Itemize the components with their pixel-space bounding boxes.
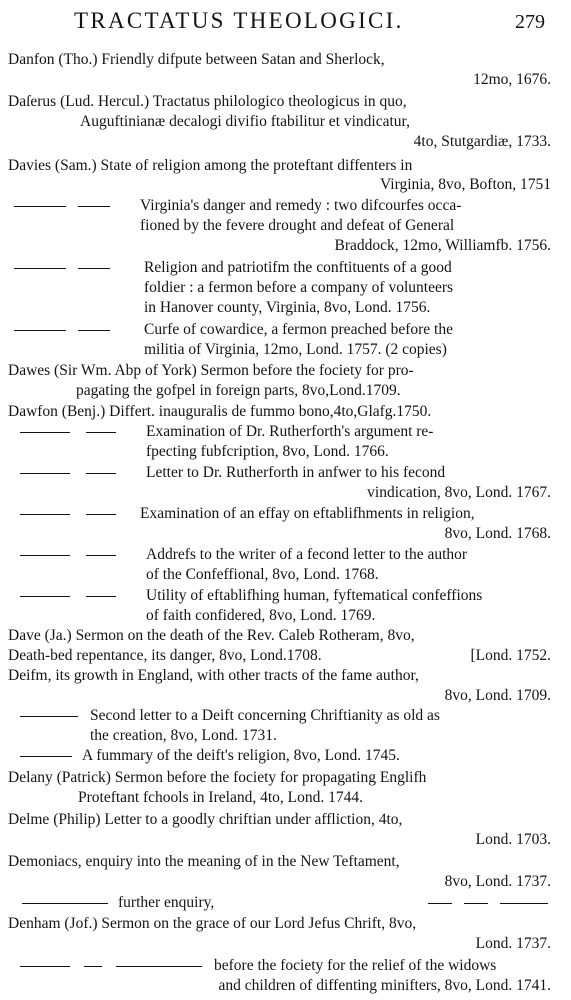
entry-line: further enquiry, — [118, 894, 215, 911]
entry-line: Demoniacs, enquiry into the meaning of in the New Teftament, — [8, 853, 400, 870]
entry-line: militia of Virginia, 12mo, Lond. 1757. (2 copies) — [144, 341, 447, 358]
ditto-dash — [14, 206, 66, 207]
ditto-dash — [20, 716, 78, 717]
ditto-dash — [20, 596, 70, 597]
ditto-dash — [22, 903, 108, 904]
entry-line: Braddock, 12mo, Williamfb. 1756. — [334, 237, 551, 254]
entry-line: of faith confidered, 8vo, Lond. 1769. — [146, 607, 376, 624]
entry-line: Denham (Jof.) Sermon on the grace of our Lord Jefus Chrift, 8vo, — [8, 915, 417, 932]
entry-line: foldier : a fermon before a company of volunteers — [144, 279, 454, 296]
entry-line: [Lond. 1752. — [470, 647, 551, 664]
ditto-dash — [84, 966, 102, 967]
ditto-dash — [116, 966, 202, 967]
entry-line: Auguftinianæ decalogi divifio ftabilitur et vindicatur, — [80, 113, 410, 130]
entry-line: 8vo, Lond. 1768. — [444, 525, 551, 542]
entry-line: A fummary of the deift's religion, 8vo, Lond. 1745. — [82, 747, 400, 764]
entry-line: Lond. 1737. — [475, 935, 551, 952]
entry-line: Delme (Philip) Letter to a goodly chriftian under affliction, 4to, — [8, 811, 403, 828]
entry-line: pagating the gofpel in foreign parts, 8vo,Lond.1709. — [76, 382, 401, 399]
ditto-dash — [20, 514, 70, 515]
entry-line: Examination of an effay on eftablifhments in religion, — [140, 505, 475, 522]
entry-line: 12mo, 1676. — [473, 71, 551, 88]
ditto-dash — [86, 473, 116, 474]
entry-line: the creation, 8vo, Lond. 1731. — [90, 727, 277, 744]
entry-line: Dawfon (Benj.) Differt. inauguralis de fummo bono,4to,Glafg.1750. — [8, 403, 432, 420]
entry-line: Religion and patriotifm the conftituents of a good — [144, 259, 452, 276]
entry-line: vindication, 8vo, Lond. 1767. — [367, 484, 551, 501]
page-number: 279 — [515, 11, 545, 33]
entry-line: and children of diffenting minifters, 8vo, Lond. 1741. — [218, 977, 551, 994]
entry-line: Dave (Ja.) Sermon on the death of the Rev. Caleb Rotheram, 8vo, — [8, 627, 415, 644]
ditto-dash — [20, 473, 70, 474]
entry-line: Virginia's danger and remedy : two difcourfes occa- — [140, 197, 462, 214]
entry-line: Second letter to a Deift concerning Chriftianity as old as — [90, 707, 440, 724]
entry-line: Delany (Patrick) Sermon before the fociety for propagating Englifh — [8, 769, 427, 786]
entry-line: Deifm, its growth in England, with other tracts of the fame author, — [8, 667, 419, 684]
ditto-dash — [20, 555, 70, 556]
entry-line: Utility of eftablifhing human, fyftematical confeffions — [146, 587, 483, 604]
entry-line: of the Confeffional, 8vo, Lond. 1768. — [146, 566, 379, 583]
entry-line: Letter to Dr. Rutherforth in anfwer to his fecond — [146, 464, 446, 481]
ditto-dash — [78, 330, 110, 331]
ditto-dash — [20, 966, 70, 967]
entry-line: 8vo, Lond. 1737. — [444, 873, 551, 890]
ditto-dash — [500, 903, 548, 904]
running-header — [0, 6, 571, 38]
entry-line: Curfe of cowardice, a fermon preached before the — [144, 321, 453, 338]
entry-line: Lond. 1703. — [475, 831, 551, 848]
ditto-dash — [14, 268, 66, 269]
entry-line: fioned by the fevere drought and defeat of General — [140, 217, 455, 234]
entry-line: Proteftant fchools in Ireland, 4to, Lond. 1744. — [78, 789, 363, 806]
ditto-dash — [20, 432, 70, 433]
ditto-dash — [78, 206, 110, 207]
entry-line: Virginia, 8vo, Bofton, 1751 — [380, 176, 551, 193]
entry-line: Davies (Sam.) State of religion among the proteftant diffenters in — [8, 157, 413, 174]
entry-line: Dawes (Sir Wm. Abp of York) Sermon before the fociety for pro- — [8, 362, 414, 379]
ditto-dash — [86, 596, 116, 597]
ditto-dash — [428, 903, 452, 904]
entry-line: Danfon (Tho.) Friendly difpute between Satan and Sherlock, — [8, 51, 385, 68]
ditto-dash — [20, 756, 72, 757]
ditto-dash — [86, 432, 116, 433]
entry-line: 4to, Stutgardiæ, 1733. — [413, 133, 551, 150]
entry-line: fpecting fubfcription, 8vo, Lond. 1766. — [146, 443, 389, 460]
entry-line: Death-bed repentance, its danger, 8vo, Lond.1708. — [8, 647, 322, 664]
entry-line: Examination of Dr. Rutherforth's argument re- — [146, 423, 434, 440]
entry-line: 8vo, Lond. 1709. — [444, 687, 551, 704]
page-title: TRACTATUS THEOLOGICI. — [74, 8, 404, 33]
ditto-dash — [78, 268, 110, 269]
entry-line: Daſerus (Lud. Hercul.) Tractatus philologico theologicus in quo, — [8, 93, 407, 110]
entry-line: in Hanover county, Virginia, 8vo, Lond. 1756. — [144, 299, 431, 316]
entry-line: Addrefs to the writer of a fecond letter to the author — [146, 546, 468, 563]
ditto-dash — [464, 903, 488, 904]
ditto-dash — [86, 514, 116, 515]
ditto-dash — [14, 330, 66, 331]
ditto-dash — [86, 555, 116, 556]
entry-line: before the fociety for the relief of the widows — [214, 957, 497, 974]
